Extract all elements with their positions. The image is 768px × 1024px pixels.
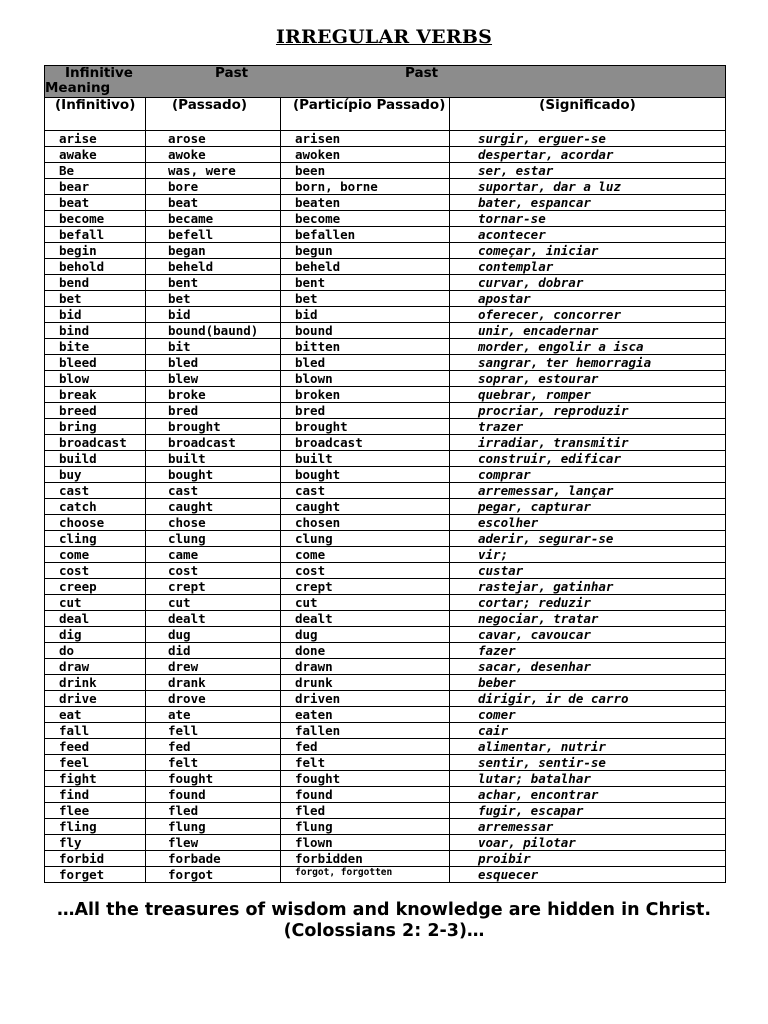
verb-meaning: proibir bbox=[450, 851, 726, 867]
table-row bbox=[45, 771, 726, 787]
verb-past-participle: drunk bbox=[281, 675, 450, 691]
verb-infinitive: fling bbox=[45, 819, 146, 835]
verb-past-participle: brought bbox=[281, 419, 450, 435]
verb-past-participle: bet bbox=[281, 291, 450, 307]
verb-meaning: sangrar, ter hemorragia bbox=[450, 355, 726, 371]
verb-past: awoke bbox=[146, 147, 281, 163]
table-row bbox=[45, 467, 726, 483]
verb-past-participle: driven bbox=[281, 691, 450, 707]
header-gray-cell bbox=[45, 66, 726, 98]
table-row bbox=[45, 323, 726, 339]
verb-meaning: escolher bbox=[450, 515, 726, 531]
verb-meaning: oferecer, concorrer bbox=[450, 307, 726, 323]
table-row bbox=[45, 611, 726, 627]
verb-meaning: procriar, reproduzir bbox=[450, 403, 726, 419]
verb-past-participle: caught bbox=[281, 499, 450, 515]
verb-past-participle: fled bbox=[281, 803, 450, 819]
verb-past: crept bbox=[146, 579, 281, 595]
verb-past: cut bbox=[146, 595, 281, 611]
verb-infinitive: begin bbox=[45, 243, 146, 259]
verb-meaning: ser, estar bbox=[450, 163, 726, 179]
verb-infinitive: bring bbox=[45, 419, 146, 435]
table-row bbox=[45, 275, 726, 291]
table-row bbox=[45, 387, 726, 403]
header-infinitivo: (Infinitivo) bbox=[45, 98, 146, 131]
table-row bbox=[45, 819, 726, 835]
header-infinitive-label: Infinitive bbox=[65, 65, 133, 81]
page-title: IRREGULAR VERBS bbox=[275, 26, 493, 48]
table-row bbox=[45, 259, 726, 275]
verb-meaning: trazer bbox=[450, 419, 726, 435]
verb-meaning: negociar, tratar bbox=[450, 611, 726, 627]
verb-past-participle: crept bbox=[281, 579, 450, 595]
verb-meaning: lutar; batalhar bbox=[450, 771, 726, 787]
verb-past: cast bbox=[146, 483, 281, 499]
header-participio: (Particípio Passado) bbox=[281, 98, 450, 131]
table-row bbox=[45, 835, 726, 851]
verb-past: chose bbox=[146, 515, 281, 531]
table-row bbox=[45, 691, 726, 707]
verb-past: bore bbox=[146, 179, 281, 195]
table-row bbox=[45, 707, 726, 723]
verb-past: beheld bbox=[146, 259, 281, 275]
table-row bbox=[45, 675, 726, 691]
header-past-participle-label: Past bbox=[405, 65, 439, 81]
verb-infinitive: cost bbox=[45, 563, 146, 579]
table-row bbox=[45, 131, 726, 147]
verb-past: dug bbox=[146, 627, 281, 643]
verb-past-participle: clung bbox=[281, 531, 450, 547]
verb-past-participle: become bbox=[281, 211, 450, 227]
verb-meaning: fazer bbox=[450, 643, 726, 659]
verb-infinitive: feed bbox=[45, 739, 146, 755]
header-row-portuguese bbox=[45, 98, 726, 131]
verb-rows bbox=[45, 131, 726, 883]
table-row bbox=[45, 419, 726, 435]
table-row bbox=[45, 339, 726, 355]
verb-infinitive: become bbox=[45, 211, 146, 227]
verb-infinitive: awake bbox=[45, 147, 146, 163]
verb-meaning: apostar bbox=[450, 291, 726, 307]
verb-meaning: acontecer bbox=[450, 227, 726, 243]
table-row bbox=[45, 355, 726, 371]
quote-line-1: …All the treasures of wisdom and knowledge are hidden in Christ. bbox=[57, 900, 711, 920]
verb-meaning: fugir, escapar bbox=[450, 803, 726, 819]
verb-past-participle: cast bbox=[281, 483, 450, 499]
table-row bbox=[45, 211, 726, 227]
header-significado: (Significado) bbox=[450, 98, 726, 131]
verb-infinitive: fall bbox=[45, 723, 146, 739]
verb-past-participle: done bbox=[281, 643, 450, 659]
verb-past: brought bbox=[146, 419, 281, 435]
verb-meaning: achar, encontrar bbox=[450, 787, 726, 803]
verb-past-participle: bought bbox=[281, 467, 450, 483]
header-passado: (Passado) bbox=[146, 98, 281, 131]
verb-meaning: dirigir, ir de carro bbox=[450, 691, 726, 707]
table-row bbox=[45, 291, 726, 307]
verb-infinitive: fight bbox=[45, 771, 146, 787]
verb-meaning: construir, edificar bbox=[450, 451, 726, 467]
verb-past: flung bbox=[146, 819, 281, 835]
verb-past: bound(baund) bbox=[146, 323, 281, 339]
verb-meaning: irradiar, transmitir bbox=[450, 435, 726, 451]
verb-meaning: vir; bbox=[450, 547, 726, 563]
verb-past: bled bbox=[146, 355, 281, 371]
verb-past: arose bbox=[146, 131, 281, 147]
verb-meaning: tornar-se bbox=[450, 211, 726, 227]
verb-infinitive: bid bbox=[45, 307, 146, 323]
verb-past: came bbox=[146, 547, 281, 563]
table-row bbox=[45, 179, 726, 195]
verb-past-participle: flown bbox=[281, 835, 450, 851]
verb-past-participle: felt bbox=[281, 755, 450, 771]
table-row bbox=[45, 435, 726, 451]
header-meaning-label: Meaning bbox=[45, 80, 111, 96]
verb-past-participle: bled bbox=[281, 355, 450, 371]
verb-past-participle: dealt bbox=[281, 611, 450, 627]
verb-infinitive: forget bbox=[45, 867, 146, 883]
verb-past-participle: bid bbox=[281, 307, 450, 323]
verb-past-participle: beheld bbox=[281, 259, 450, 275]
verb-past: drove bbox=[146, 691, 281, 707]
verb-infinitive: find bbox=[45, 787, 146, 803]
verb-meaning: arremessar, lançar bbox=[450, 483, 726, 499]
verb-infinitive: cling bbox=[45, 531, 146, 547]
verb-past: forbade bbox=[146, 851, 281, 867]
verb-past: fell bbox=[146, 723, 281, 739]
table-row bbox=[45, 195, 726, 211]
table-row bbox=[45, 723, 726, 739]
table-row bbox=[45, 403, 726, 419]
verb-infinitive: behold bbox=[45, 259, 146, 275]
table-row bbox=[45, 147, 726, 163]
table-row bbox=[45, 483, 726, 499]
table-row bbox=[45, 803, 726, 819]
verb-meaning: beber bbox=[450, 675, 726, 691]
verb-infinitive: bind bbox=[45, 323, 146, 339]
verb-past-participle: broadcast bbox=[281, 435, 450, 451]
header-row-gray bbox=[45, 66, 726, 98]
verb-infinitive: dig bbox=[45, 627, 146, 643]
verb-past-participle: bent bbox=[281, 275, 450, 291]
verb-infinitive: Be bbox=[45, 163, 146, 179]
verb-meaning: comprar bbox=[450, 467, 726, 483]
verb-infinitive: beat bbox=[45, 195, 146, 211]
table-row bbox=[45, 163, 726, 179]
verb-infinitive: feel bbox=[45, 755, 146, 771]
verb-past-participle: been bbox=[281, 163, 450, 179]
verb-past-participle: awoken bbox=[281, 147, 450, 163]
verb-meaning: quebrar, romper bbox=[450, 387, 726, 403]
verb-past-participle: built bbox=[281, 451, 450, 467]
verb-past-participle: forbidden bbox=[281, 851, 450, 867]
verb-past-participle: arisen bbox=[281, 131, 450, 147]
table-row bbox=[45, 643, 726, 659]
table-row bbox=[45, 531, 726, 547]
verb-meaning: sentir, sentir-se bbox=[450, 755, 726, 771]
verb-past-participle: cost bbox=[281, 563, 450, 579]
verb-past: dealt bbox=[146, 611, 281, 627]
table-row bbox=[45, 595, 726, 611]
verb-infinitive: catch bbox=[45, 499, 146, 515]
verb-infinitive: blow bbox=[45, 371, 146, 387]
verb-infinitive: breed bbox=[45, 403, 146, 419]
irregular-verbs-table bbox=[44, 65, 726, 883]
table-row bbox=[45, 499, 726, 515]
verb-infinitive: forbid bbox=[45, 851, 146, 867]
table-row bbox=[45, 627, 726, 643]
verb-meaning: bater, espancar bbox=[450, 195, 726, 211]
verb-past-participle: chosen bbox=[281, 515, 450, 531]
table-row bbox=[45, 227, 726, 243]
verb-meaning: voar, pilotar bbox=[450, 835, 726, 851]
verb-infinitive: do bbox=[45, 643, 146, 659]
verb-meaning: custar bbox=[450, 563, 726, 579]
verb-past: was, were bbox=[146, 163, 281, 179]
verb-meaning: cortar; reduzir bbox=[450, 595, 726, 611]
verb-past: became bbox=[146, 211, 281, 227]
verb-infinitive: bend bbox=[45, 275, 146, 291]
verb-infinitive: eat bbox=[45, 707, 146, 723]
verb-infinitive: arise bbox=[45, 131, 146, 147]
verb-meaning: morder, engolir a isca bbox=[450, 339, 726, 355]
verb-infinitive: bleed bbox=[45, 355, 146, 371]
verb-past: bent bbox=[146, 275, 281, 291]
verb-infinitive: befall bbox=[45, 227, 146, 243]
verb-past-participle: drawn bbox=[281, 659, 450, 675]
verb-past: broadcast bbox=[146, 435, 281, 451]
table-row bbox=[45, 515, 726, 531]
verb-past-participle: broken bbox=[281, 387, 450, 403]
verb-infinitive: broadcast bbox=[45, 435, 146, 451]
table-row bbox=[45, 851, 726, 867]
scripture-quote bbox=[0, 900, 768, 942]
verb-meaning: despertar, acordar bbox=[450, 147, 726, 163]
verb-past: caught bbox=[146, 499, 281, 515]
verb-infinitive: cast bbox=[45, 483, 146, 499]
verb-meaning: soprar, estourar bbox=[450, 371, 726, 387]
verb-meaning: esquecer bbox=[450, 867, 726, 883]
verb-past: cost bbox=[146, 563, 281, 579]
verb-infinitive: bet bbox=[45, 291, 146, 307]
verb-past-participle: blown bbox=[281, 371, 450, 387]
verb-past-participle: eaten bbox=[281, 707, 450, 723]
verb-meaning: suportar, dar a luz bbox=[450, 179, 726, 195]
verb-infinitive: drink bbox=[45, 675, 146, 691]
verb-past: ate bbox=[146, 707, 281, 723]
verb-past: bit bbox=[146, 339, 281, 355]
verb-past-participle: bred bbox=[281, 403, 450, 419]
verb-past: bought bbox=[146, 467, 281, 483]
table-row bbox=[45, 659, 726, 675]
verb-infinitive: break bbox=[45, 387, 146, 403]
verb-past: found bbox=[146, 787, 281, 803]
verb-meaning: arremessar bbox=[450, 819, 726, 835]
verb-past: felt bbox=[146, 755, 281, 771]
verb-meaning: contemplar bbox=[450, 259, 726, 275]
verb-past: forgot bbox=[146, 867, 281, 883]
verb-meaning: pegar, capturar bbox=[450, 499, 726, 515]
verb-infinitive: buy bbox=[45, 467, 146, 483]
verb-past-participle: fed bbox=[281, 739, 450, 755]
verb-past-participle: dug bbox=[281, 627, 450, 643]
verb-infinitive: cut bbox=[45, 595, 146, 611]
header-past-label: Past bbox=[215, 65, 249, 81]
verb-past-participle: forgot, forgotten bbox=[281, 867, 450, 883]
table-row bbox=[45, 739, 726, 755]
verb-meaning: começar, iniciar bbox=[450, 243, 726, 259]
verb-past: beat bbox=[146, 195, 281, 211]
table-row bbox=[45, 307, 726, 323]
quote-line-2: (Colossians 2: 2-3)… bbox=[283, 921, 485, 941]
verb-past-participle: fallen bbox=[281, 723, 450, 739]
verb-past-participle: begun bbox=[281, 243, 450, 259]
verb-infinitive: bear bbox=[45, 179, 146, 195]
verb-past-participle: born, borne bbox=[281, 179, 450, 195]
verb-past-participle: come bbox=[281, 547, 450, 563]
verb-infinitive: build bbox=[45, 451, 146, 467]
table-row bbox=[45, 867, 726, 883]
verb-past: clung bbox=[146, 531, 281, 547]
verb-past: broke bbox=[146, 387, 281, 403]
verb-infinitive: bite bbox=[45, 339, 146, 355]
verb-meaning: aderir, segurar-se bbox=[450, 531, 726, 547]
verb-past: fought bbox=[146, 771, 281, 787]
verb-infinitive: drive bbox=[45, 691, 146, 707]
table-row bbox=[45, 579, 726, 595]
table-row bbox=[45, 547, 726, 563]
verb-infinitive: fly bbox=[45, 835, 146, 851]
verb-past-participle: found bbox=[281, 787, 450, 803]
verb-past: flew bbox=[146, 835, 281, 851]
verb-infinitive: come bbox=[45, 547, 146, 563]
verb-meaning: cair bbox=[450, 723, 726, 739]
verb-meaning: rastejar, gatinhar bbox=[450, 579, 726, 595]
verb-past-participle: bound bbox=[281, 323, 450, 339]
verb-past: did bbox=[146, 643, 281, 659]
verb-past: fled bbox=[146, 803, 281, 819]
verb-past: drank bbox=[146, 675, 281, 691]
verb-past-participle: fought bbox=[281, 771, 450, 787]
verb-meaning: unir, encadernar bbox=[450, 323, 726, 339]
verb-infinitive: deal bbox=[45, 611, 146, 627]
table-row bbox=[45, 755, 726, 771]
verb-past: bet bbox=[146, 291, 281, 307]
verb-meaning: alimentar, nutrir bbox=[450, 739, 726, 755]
verb-past: began bbox=[146, 243, 281, 259]
verb-past-participle: cut bbox=[281, 595, 450, 611]
verb-meaning: comer bbox=[450, 707, 726, 723]
verb-past-participle: bitten bbox=[281, 339, 450, 355]
verb-past-participle: beaten bbox=[281, 195, 450, 211]
verb-past-participle: befallen bbox=[281, 227, 450, 243]
table-row bbox=[45, 787, 726, 803]
verb-infinitive: draw bbox=[45, 659, 146, 675]
table-row bbox=[45, 451, 726, 467]
table-row bbox=[45, 243, 726, 259]
verb-meaning: surgir, erguer-se bbox=[450, 131, 726, 147]
verb-meaning: cavar, cavoucar bbox=[450, 627, 726, 643]
verb-past: befell bbox=[146, 227, 281, 243]
table-row bbox=[45, 563, 726, 579]
verb-past: drew bbox=[146, 659, 281, 675]
verb-meaning: sacar, desenhar bbox=[450, 659, 726, 675]
verb-infinitive: creep bbox=[45, 579, 146, 595]
verb-past: bred bbox=[146, 403, 281, 419]
verb-past: fed bbox=[146, 739, 281, 755]
verb-past: built bbox=[146, 451, 281, 467]
verb-past: blew bbox=[146, 371, 281, 387]
verb-infinitive: choose bbox=[45, 515, 146, 531]
table-row bbox=[45, 371, 726, 387]
verb-meaning: curvar, dobrar bbox=[450, 275, 726, 291]
verb-infinitive: flee bbox=[45, 803, 146, 819]
verb-past: bid bbox=[146, 307, 281, 323]
verb-past-participle: flung bbox=[281, 819, 450, 835]
